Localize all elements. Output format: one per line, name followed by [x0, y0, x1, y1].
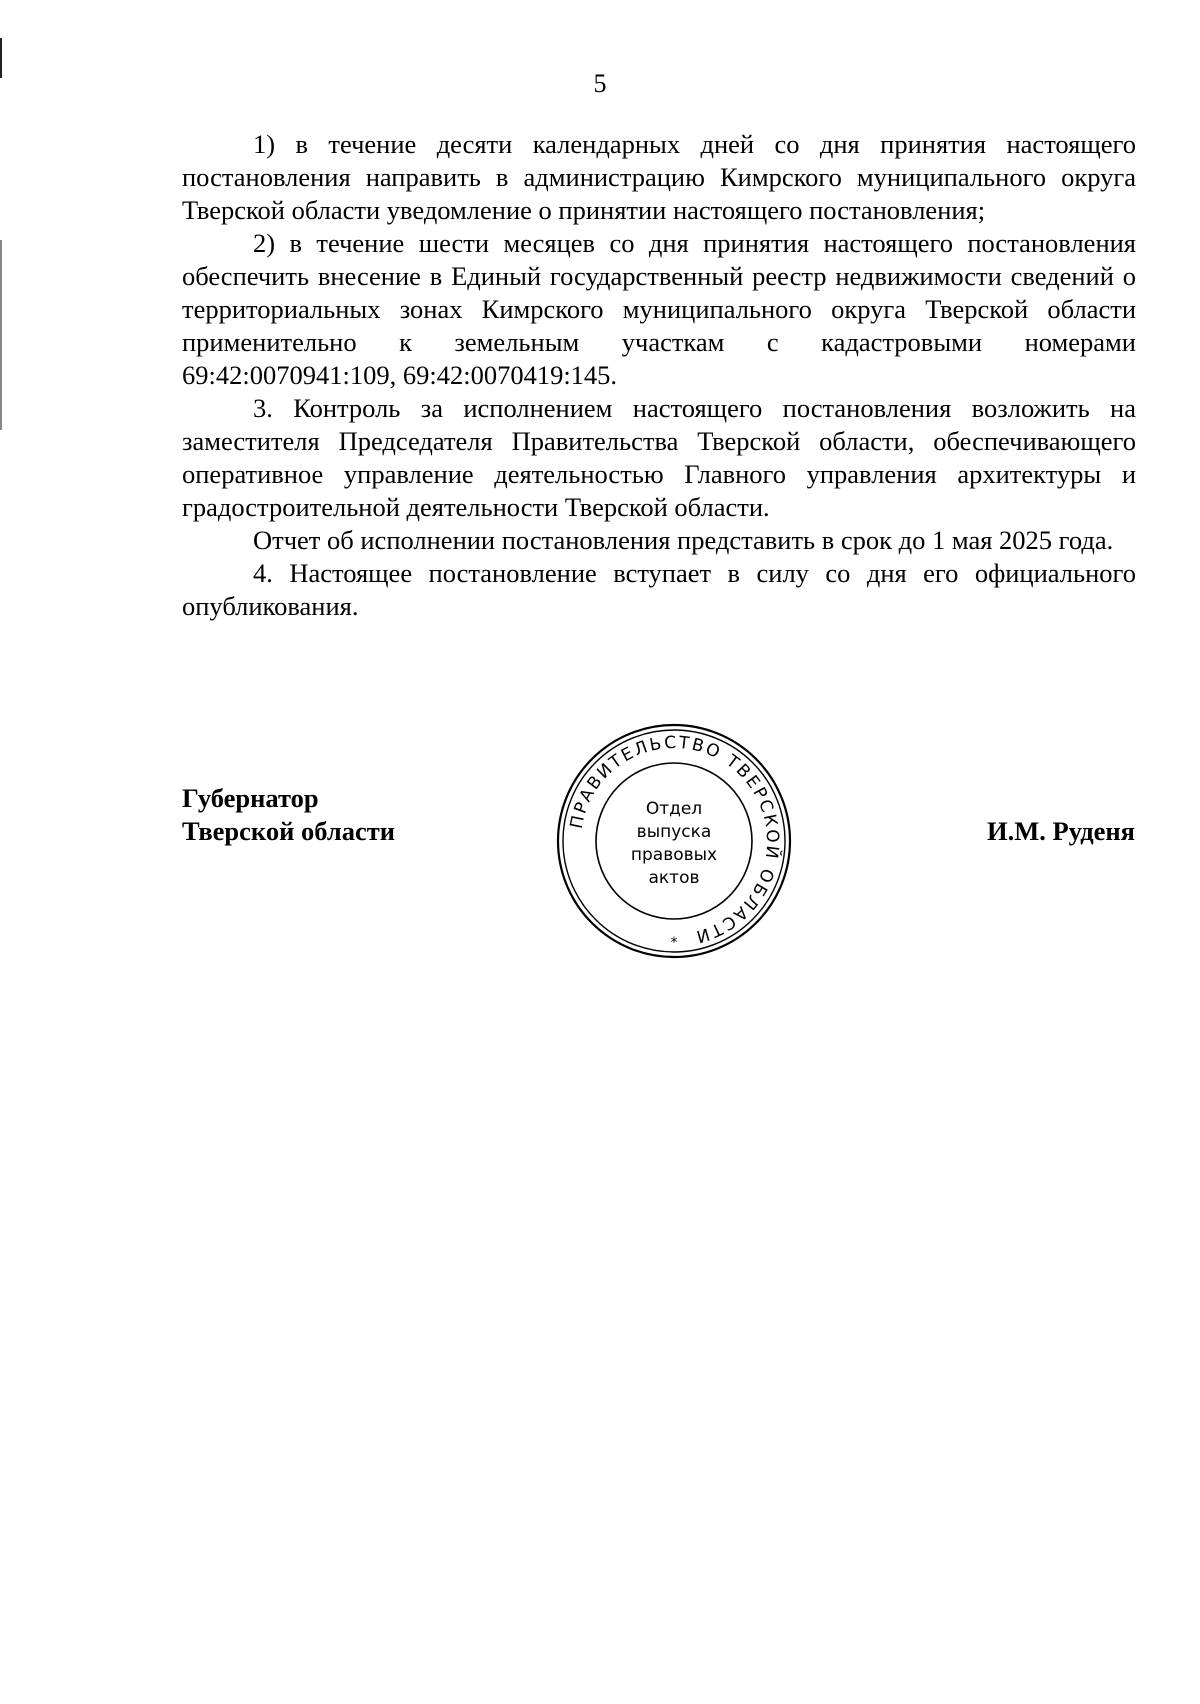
- stamp-center-text: [631, 799, 717, 888]
- official-stamp: [555, 722, 793, 960]
- paragraph-3: 3. Контроль за исполнением настоящего постановления возложить на заместителя Председателя Правительства Тверской области, обеспечивающего оперативное управление деятельностью Главного управления архитектуры и градостроительной деятельности Тверской области.: [182, 393, 1136, 522]
- stamp-star: *: [670, 935, 678, 951]
- signatory-position-line-1: Губернатор: [182, 783, 319, 813]
- paragraph-5: 4. Настоящее постановление вступает в силу со дня его официального опубликования.: [182, 558, 1136, 621]
- signatory-position: [182, 782, 395, 848]
- signatory-position-line-2: Тверской области: [182, 816, 395, 846]
- stamp-center-line-4: актов: [648, 868, 700, 888]
- page-number: 5: [593, 69, 607, 98]
- paragraph-2: 2) в течение шести месяцев со дня принятия настоящего постановления обеспечить внесение в Единый государственный реестр недвижимости сведений о территориальных зонах Кимрского муниципального округа Тверской области применительно к земельным участкам с кадастровыми номерами 69:42:0070941:109, 69:42:0070419:145.: [182, 228, 1136, 390]
- paragraph-1: 1) в течение десяти календарных дней со дня принятия настоящего постановления направить в администрацию Кимрского муниципального округа Тверской области уведомление о принятии настоящего постановления;: [182, 129, 1136, 225]
- paragraph-4: Отчет об исполнении постановления представить в срок до 1 мая 2025 года.: [253, 525, 1114, 555]
- scan-edge-mark: [0, 240, 2, 430]
- signatory-name: И.М. Руденя: [986, 816, 1135, 846]
- document-body: [182, 128, 1136, 623]
- stamp-ring-text: ПРАВИТЕЛЬСТВО ТВЕРСКОЙ ОБЛАСТИ: [566, 732, 783, 947]
- stamp-center-line-1: Отдел: [645, 799, 703, 819]
- stamp-center-line-2: выпуска: [636, 822, 712, 842]
- stamp-center-line-3: правовых: [630, 845, 718, 865]
